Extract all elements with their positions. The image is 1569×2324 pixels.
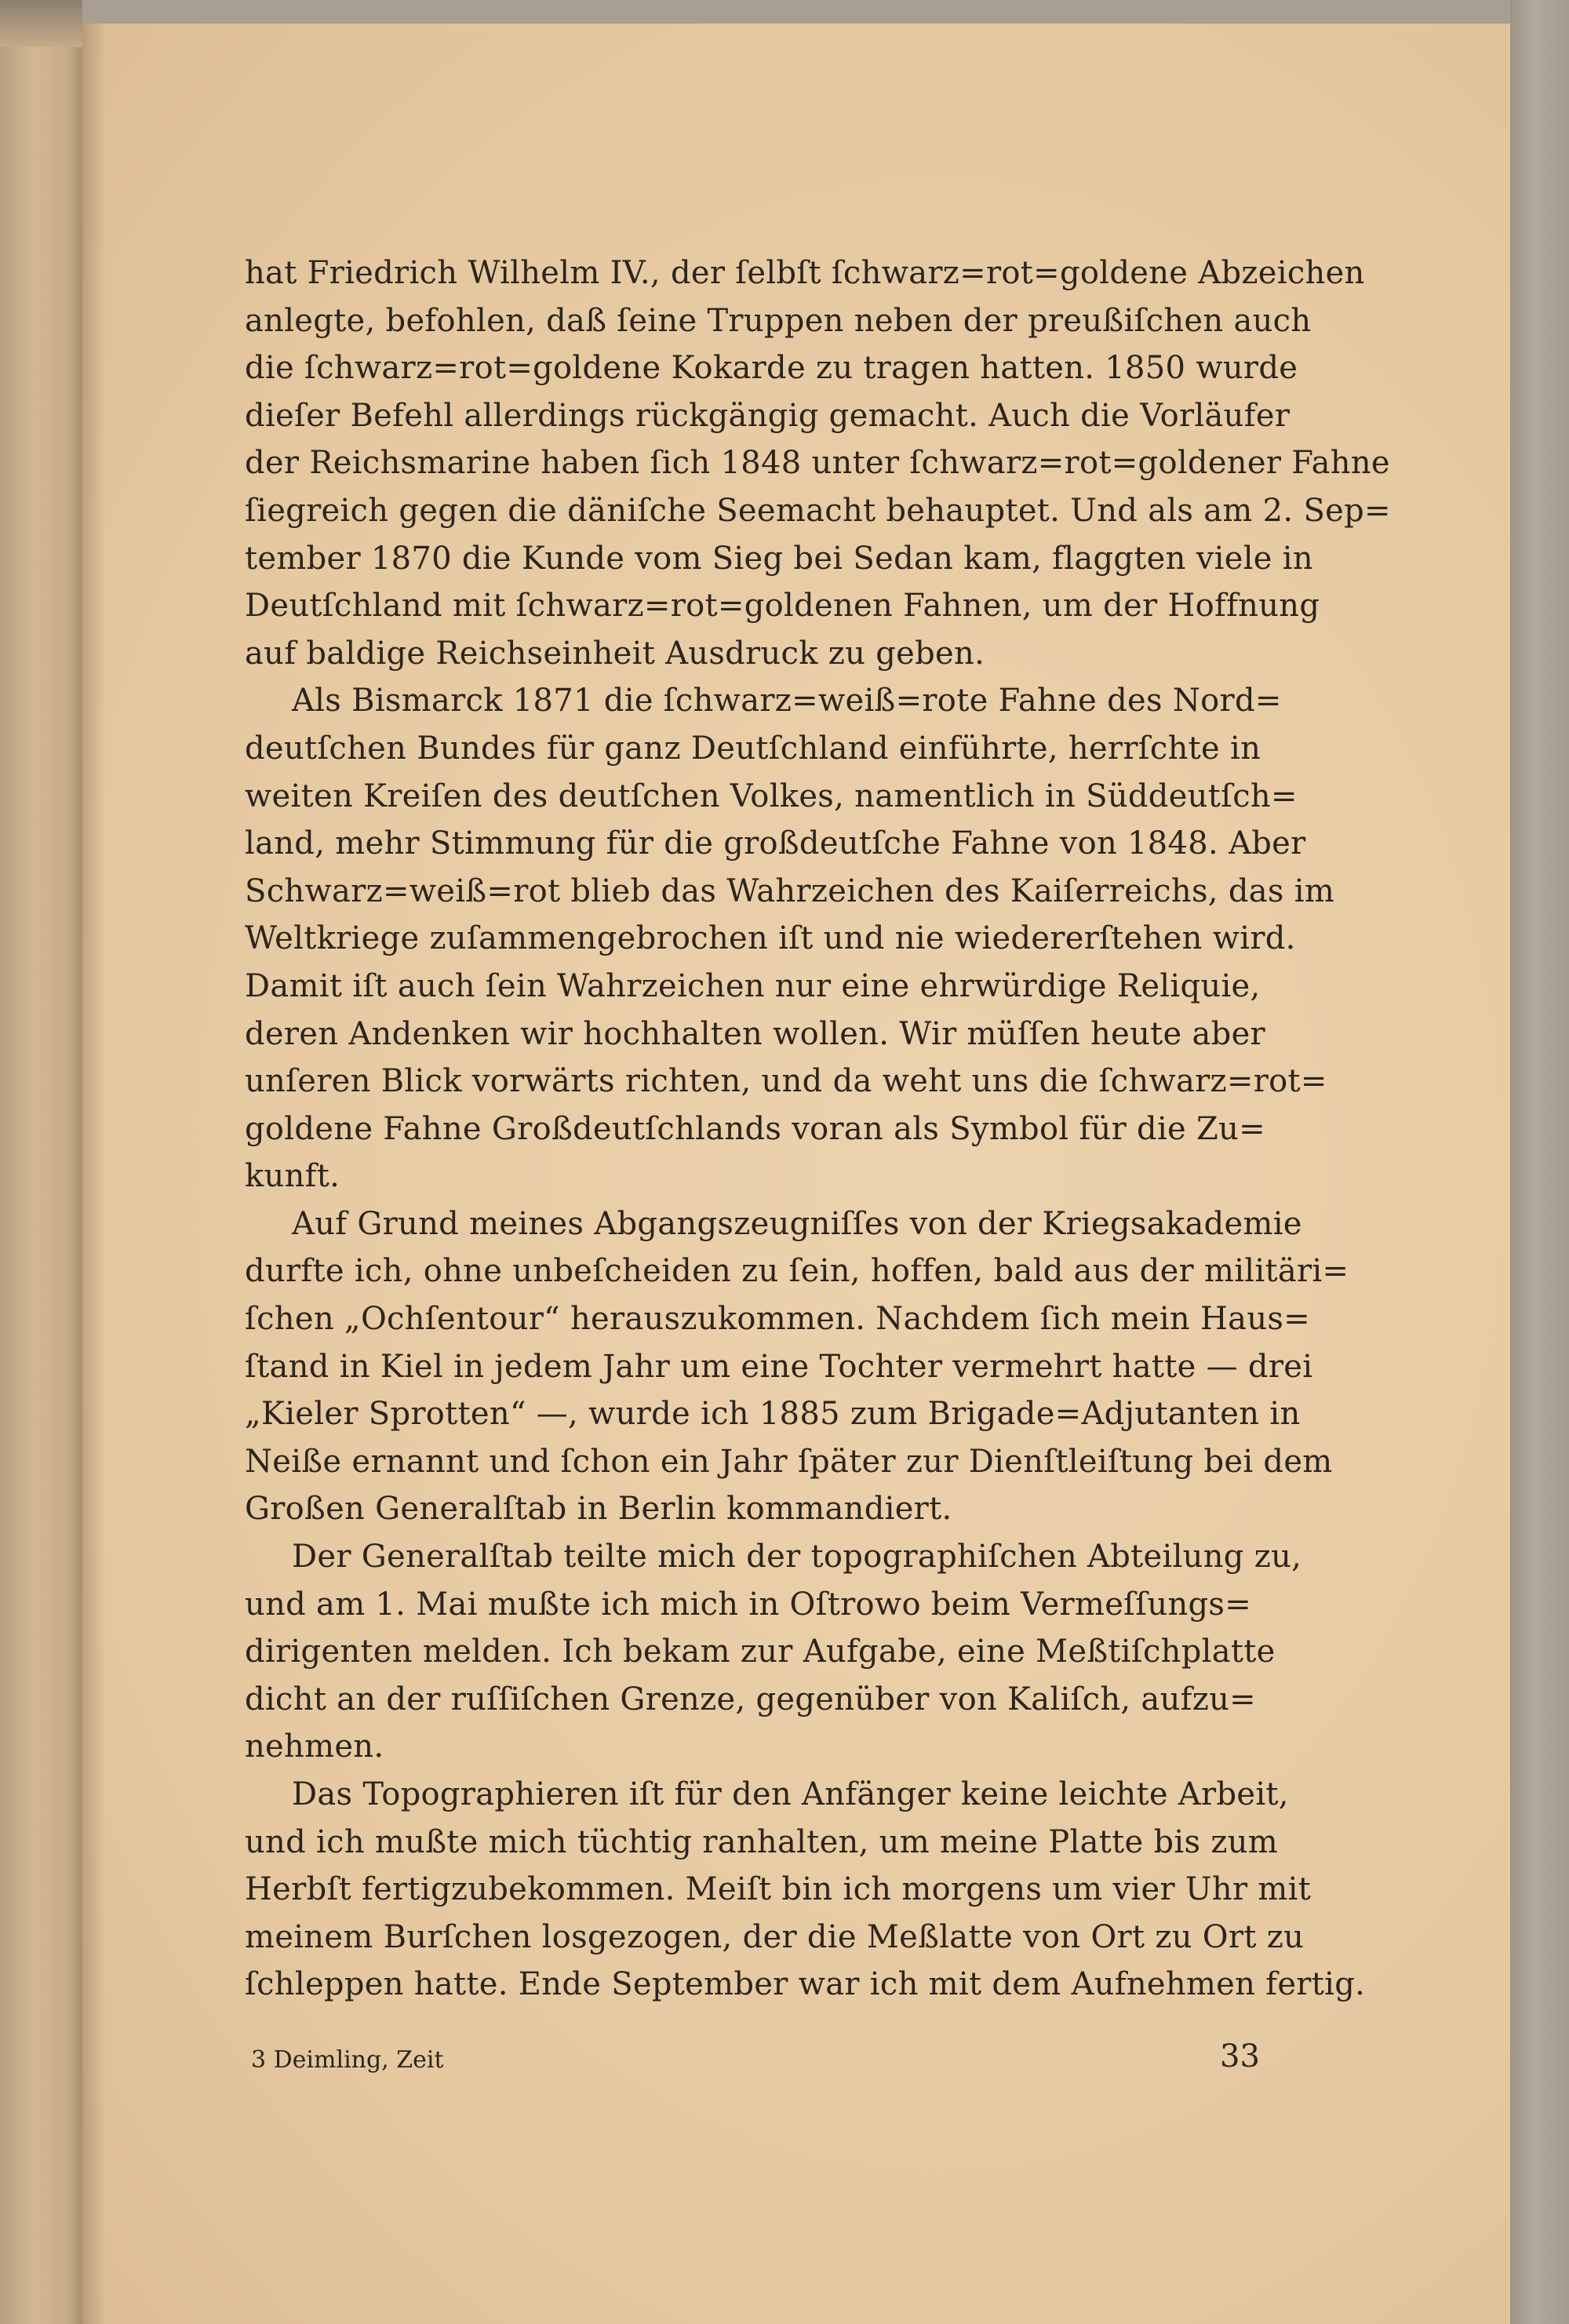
text-line: nehmen. <box>245 1728 384 1765</box>
text-line: die ſchwarz=rot=goldene Kokarde zu tragen hatten. 1850 wurde <box>245 350 1298 387</box>
text-line: und ich mußte mich tüchtig ranhalten, um meine Platte bis zum <box>245 1823 1278 1860</box>
text-line: land, mehr Stimmung für die großdeutſche Fahne von 1848. Aber <box>245 825 1306 862</box>
text-line: durfte ich, ohne unbeſcheiden zu ſein, hoffen, bald aus der militäri= <box>245 1253 1349 1290</box>
book-spine <box>0 0 82 2324</box>
page-body-text <box>245 250 1391 2009</box>
page-number: 33 <box>1220 2038 1260 2074</box>
text-line: ſchen „Ochſentour“ herauszukommen. Nachdem ſich mein Haus= <box>245 1301 1311 1338</box>
text-line: der Reichsmarine haben ſich 1848 unter ſchwarz=rot=goldener Fahne <box>245 445 1390 482</box>
paragraph <box>245 1533 1302 1771</box>
text-line: anlegte, befohlen, daß ſeine Truppen neben der preußiſchen auch <box>245 302 1312 339</box>
text-line: Das Topographieren iſt für den Anfänger keine leichte Arbeit, <box>292 1776 1289 1812</box>
text-line: hat Friedrich Wilhelm IV., der ſelbſt ſchwarz=rot=goldene Abzeichen <box>245 255 1365 291</box>
gutter-shadow <box>82 24 106 2324</box>
text-line: unſeren Blick vorwärts richten, und da weht uns die ſchwarz=rot= <box>245 1063 1327 1100</box>
text-line: Damit iſt auch ſein Wahrzeichen nur eine ehrwürdige Reliquie, <box>245 967 1261 1004</box>
text-line: meinem Burſchen losgezogen, der die Meßlatte von Ort zu Ort zu <box>245 1918 1305 1955</box>
text-line: auf baldige Reichseinheit Ausdruck zu geben. <box>245 635 985 672</box>
text-line: tember 1870 die Kunde vom Sieg bei Sedan kam, flaggten viele in <box>245 540 1313 577</box>
text-line: dirigenten melden. Ich bekam zur Aufgabe, eine Meßtiſchplatte <box>245 1634 1276 1670</box>
text-line: dieſer Befehl allerdings rückgängig gemacht. Auch die Vorläufer <box>245 397 1291 434</box>
paragraph <box>245 677 1335 1200</box>
spine-top-edge <box>0 0 82 47</box>
text-line: deutſchen Bundes für ganz Deutſchland einführte, herrſchte in <box>245 730 1261 767</box>
paragraph <box>245 1200 1349 1533</box>
text-line: Schwarz=weiß=rot blieb das Wahrzeichen des Kaiſerreichs, das im <box>245 872 1335 909</box>
text-line: ſchleppen hatte. Ende September war ich mit dem Aufnehmen fertig. <box>245 1966 1366 2003</box>
text-line: deren Andenken wir hochhalten wollen. Wir müſſen heute aber <box>245 1015 1265 1052</box>
text-line: Der Generalſtab teilte mich der topographiſchen Abteilung zu, <box>292 1539 1302 1575</box>
text-line: Großen Generalſtab in Berlin kommandiert. <box>245 1491 952 1528</box>
text-line: und am 1. Mai mußte ich mich in Oſtrowo beim Vermeſſungs= <box>245 1586 1252 1623</box>
text-line: Auf Grund meines Abgangszeugniſſes von der Kriegsakademie <box>292 1205 1302 1242</box>
text-line: Als Bismarck 1871 die ſchwarz=weiß=rote Fahne des Nord= <box>292 683 1282 719</box>
text-line: ſtand in Kiel in jedem Jahr um eine Tochter vermehrt hatte — drei <box>245 1348 1313 1385</box>
text-line: ſiegreich gegen die däniſche Seemacht behauptet. Und als am 2. Sep= <box>245 492 1391 529</box>
text-line: Deutſchland mit ſchwarz=rot=goldenen Fahnen, um der Hoffnung <box>245 588 1320 625</box>
text-line: kunft. <box>245 1158 340 1195</box>
printer-signature: 3 Deimling, Zeit <box>251 2046 444 2074</box>
text-line: Herbſt fertigzubekommen. Meiſt bin ich morgens um vier Uhr mit <box>245 1871 1312 1908</box>
text-line: dicht an der ruſſiſchen Grenze, gegenüber von Kaliſch, aufzu= <box>245 1681 1257 1718</box>
book-cover-edge <box>1510 0 1569 2324</box>
text-line: weiten Kreiſen des deutſchen Volkes, namentlich in Süddeutſch= <box>245 778 1298 814</box>
paragraph <box>245 250 1391 677</box>
paragraph <box>245 1771 1366 2009</box>
text-line: goldene Fahne Großdeutſchlands voran als Symbol für die Zu= <box>245 1110 1265 1147</box>
text-line: „Kieler Sprotten“ —, wurde ich 1885 zum Brigade=Adjutanten in <box>245 1396 1301 1433</box>
text-line: Neiße ernannt und ſchon ein Jahr ſpäter zur Dienſtleiſtung bei dem <box>245 1443 1333 1480</box>
text-line: Weltkriege zuſammengebrochen iſt und nie wiedererſtehen wird. <box>245 920 1296 957</box>
page-top-edge <box>82 0 1510 24</box>
